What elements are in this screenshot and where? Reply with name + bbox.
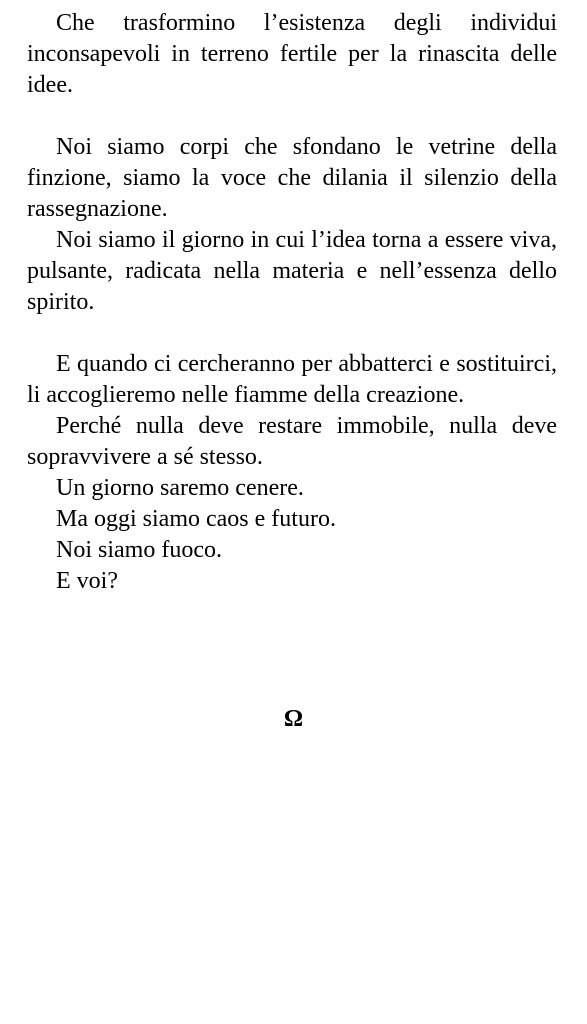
paragraph-4: E quando ci cercheranno per abbatterci e sostituirci, li accoglieremo nelle fiamme della creazione.: [27, 351, 557, 408]
paragraph-9: E voi?: [56, 568, 118, 594]
paragraph-5: Perché nulla deve restare immobile, nulla deve sopravvivere a sé stesso.: [27, 413, 557, 470]
paragraph-gap: [27, 318, 557, 349]
paragraph-2: Noi siamo corpi che sfondano le vetrine della finzione, siamo la voce che dilania il silenzio della rassegnazione.: [27, 134, 557, 222]
paragraph-7: Ma oggi siamo caos e futuro.: [56, 506, 336, 532]
paragraph-1: Che trasformino l’esistenza degli individui inconsapevoli in terreno fertile per la rinascita delle idee.: [27, 10, 557, 98]
paragraph-3: Noi siamo il giorno in cui l’idea torna a essere viva, pulsante, radicata nella materia e nell’essenza dello spirito.: [27, 227, 557, 315]
end-mark-omega: Ω: [283, 706, 304, 732]
paragraph-6: Un giorno saremo cenere.: [56, 475, 304, 501]
paragraph-8: Noi siamo fuoco.: [56, 537, 222, 563]
paragraph-gap: [27, 101, 557, 132]
